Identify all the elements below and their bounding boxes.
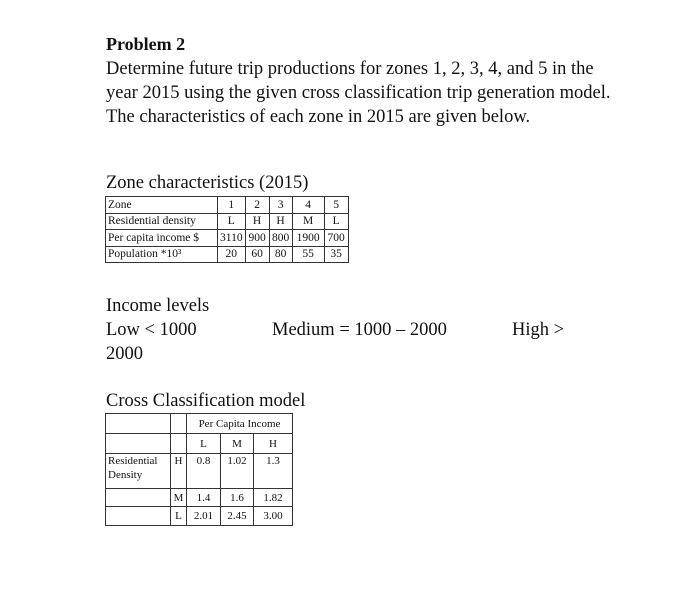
row-label: Population *10³: [106, 246, 218, 263]
col-group-header: Per Capita Income: [187, 414, 293, 434]
table-row: [106, 213, 349, 230]
row-header: H: [171, 454, 187, 489]
value-cell: 1900: [292, 230, 324, 247]
table-row: [106, 197, 349, 214]
col-header: M: [221, 434, 254, 454]
empty-cell: [106, 507, 171, 526]
value-cell: 1.3: [254, 454, 293, 489]
empty-cell: [106, 414, 171, 434]
empty-cell: [171, 434, 187, 454]
zone-characteristics-table: [105, 196, 349, 263]
value-cell: 700: [324, 230, 348, 247]
value-cell: 2: [245, 197, 269, 214]
value-cell: 20: [218, 246, 246, 263]
cross-classification-table: [105, 413, 293, 526]
row-header: L: [171, 507, 187, 526]
cross-table-heading: Cross Classification model: [106, 391, 306, 411]
value-cell: L: [218, 213, 246, 230]
value-cell: 1: [218, 197, 246, 214]
row-header: M: [171, 489, 187, 507]
value-cell: 55: [292, 246, 324, 263]
table-row: [106, 230, 349, 247]
value-cell: 1.82: [254, 489, 293, 507]
income-levels-heading: Income levels: [106, 296, 210, 316]
value-cell: 3.00: [254, 507, 293, 526]
value-cell: 2.01: [187, 507, 221, 526]
row-label: Zone: [106, 197, 218, 214]
col-header: L: [187, 434, 221, 454]
value-cell: 1.6: [221, 489, 254, 507]
value-cell: 2.45: [221, 507, 254, 526]
value-cell: M: [292, 213, 324, 230]
value-cell: 3: [269, 197, 292, 214]
problem-statement: Determine future trip productions for zones 1, 2, 3, 4, and 5 in the year 2015 using the given cross classification trip generation model. The characteristics of each zone in 2015 are given below.: [106, 59, 611, 127]
value-cell: 35: [324, 246, 348, 263]
value-cell: 3110: [218, 230, 246, 247]
value-cell: H: [269, 213, 292, 230]
income-low: Low < 1000: [106, 320, 197, 340]
value-cell: H: [245, 213, 269, 230]
value-cell: 4: [292, 197, 324, 214]
value-cell: L: [324, 213, 348, 230]
value-cell: 5: [324, 197, 348, 214]
table-row: [106, 246, 349, 263]
income-medium: Medium = 1000 – 2000: [272, 320, 447, 340]
income-high: High >: [512, 320, 565, 340]
value-cell: 80: [269, 246, 292, 263]
row-group-header: Residential Density: [106, 454, 171, 489]
value-cell: 1.02: [221, 454, 254, 489]
problem-title: Problem 2: [106, 34, 186, 54]
value-cell: 60: [245, 246, 269, 263]
row-label: Residential density: [106, 213, 218, 230]
empty-cell: [106, 434, 171, 454]
row-label: Per capita income $: [106, 230, 218, 247]
empty-cell: [106, 489, 171, 507]
value-cell: 800: [269, 230, 292, 247]
income-high-value: 2000: [106, 344, 143, 364]
col-header: H: [254, 434, 293, 454]
empty-cell: [171, 414, 187, 434]
value-cell: 0.8: [187, 454, 221, 489]
value-cell: 900: [245, 230, 269, 247]
zone-table-heading: Zone characteristics (2015): [106, 173, 309, 193]
value-cell: 1.4: [187, 489, 221, 507]
